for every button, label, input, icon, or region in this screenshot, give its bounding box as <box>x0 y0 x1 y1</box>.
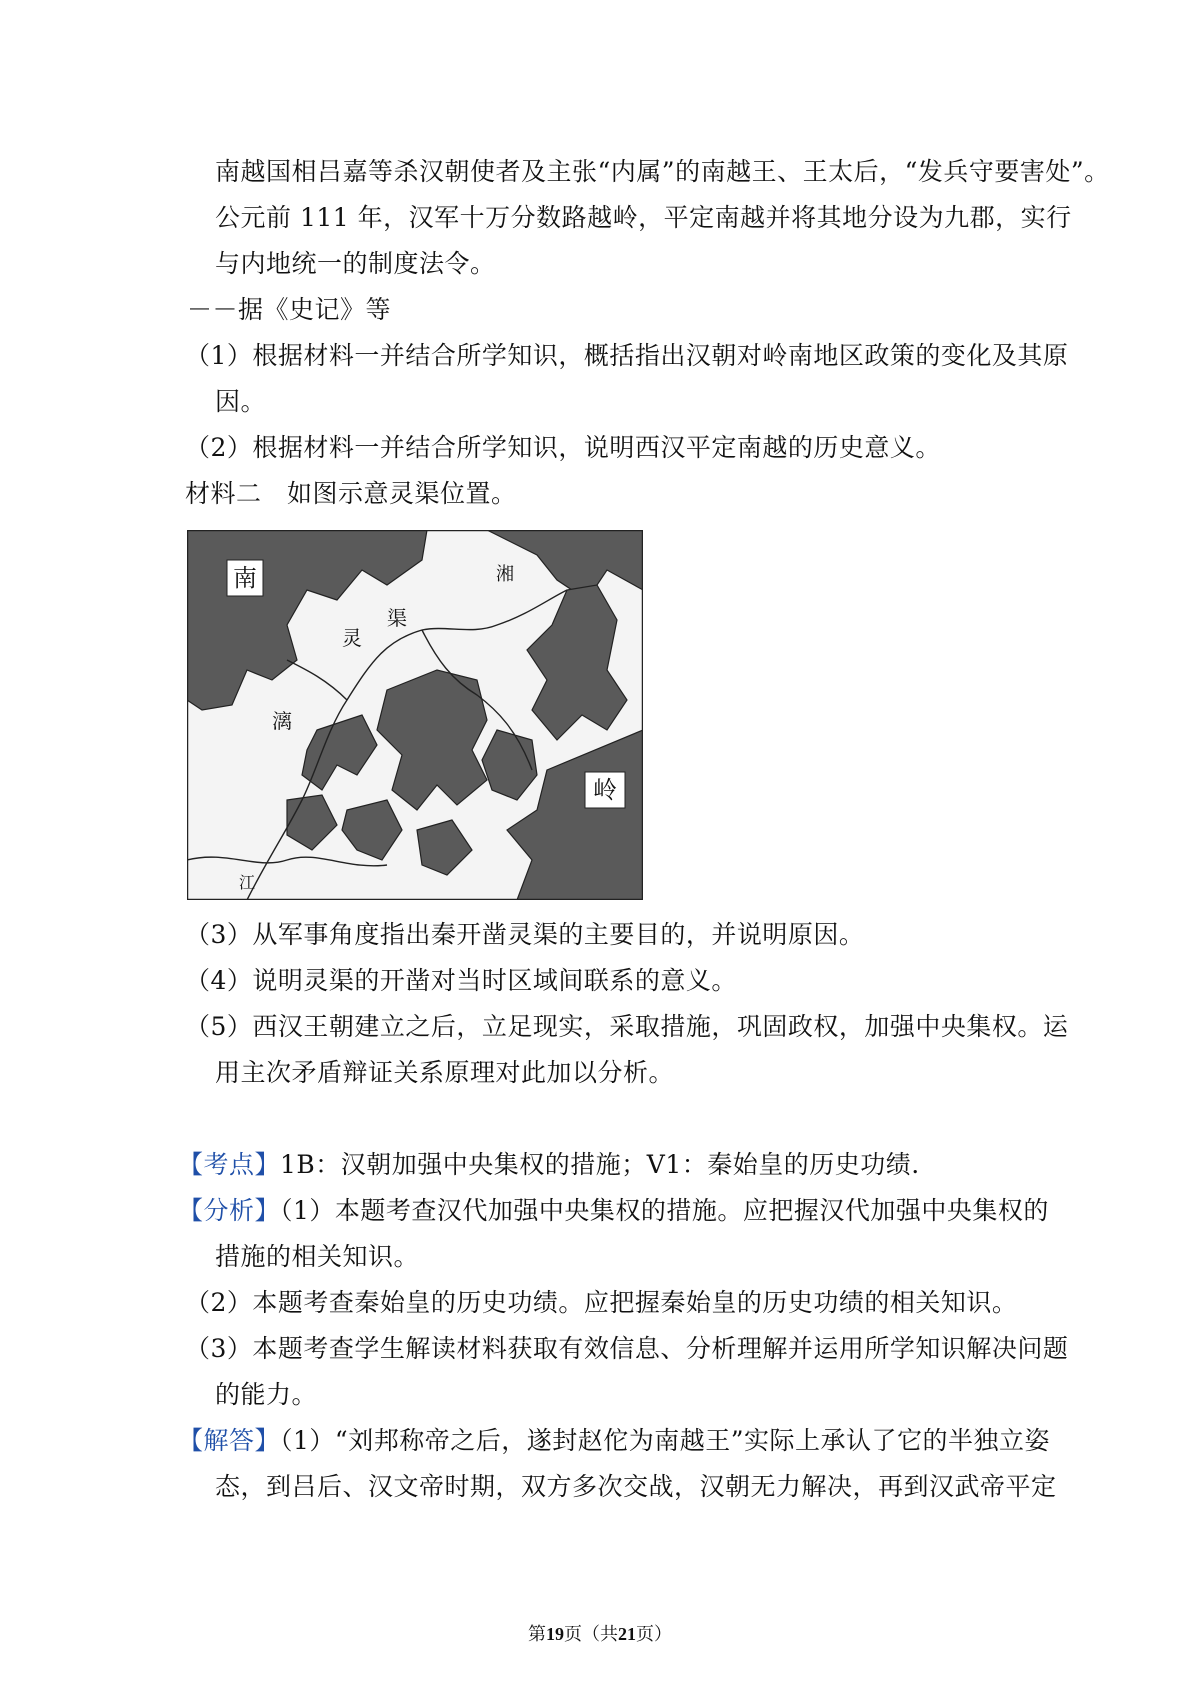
map-label-ling-qu-2: 渠 <box>387 606 407 630</box>
map-label-xiang: 湘 <box>496 564 514 585</box>
kaodian-tag: 【考点】 <box>178 1150 281 1179</box>
material1-source: －－据《史记》等 <box>187 295 392 324</box>
fenxi-line1: （1）本题考查汉代加强中央集权的措施。应把握汉代加强中央集权的 <box>280 1196 1049 1225</box>
fenxi-3-line1: （3）本题考查学生解读材料获取有效信息、分析理解并运用所学知识解决问题 <box>185 1334 1069 1363</box>
fenxi-2: （2）本题考查秦始皇的历史功绩。应把握秦始皇的历史功绩的相关知识。 <box>185 1288 1018 1317</box>
fenxi-3-line2: 的能力。 <box>215 1380 318 1409</box>
map-label-ling: 岭 <box>593 776 617 804</box>
map-label-nan: 南 <box>233 564 257 592</box>
map-label-jiang: 江 <box>238 873 256 892</box>
map-label-ling-qu-1: 灵 <box>342 626 362 650</box>
map-label-li: 漓 <box>272 709 292 733</box>
question-5-line1: （5）西汉王朝建立之后，立足现实，采取措施，巩固政权，加强中央集权。运 <box>185 1012 1069 1041</box>
footer-suffix: 页） <box>636 1624 672 1645</box>
material1-line3: 与内地统一的制度法令。 <box>215 249 496 278</box>
question-5-line2: 用主次矛盾辩证关系原理对此加以分析。 <box>215 1058 675 1087</box>
material1-line1: 南越国相吕嘉等杀汉朝使者及主张“内属”的南越王、王太后，“发兵守要害处”。 <box>215 157 1110 186</box>
question-2: （2）根据材料一并结合所学知识，说明西汉平定南越的历史意义。 <box>185 433 941 462</box>
jieda-tag: 【解答】 <box>178 1426 281 1455</box>
page-footer <box>0 1623 1200 1646</box>
footer-middle: 页（共 <box>564 1624 618 1645</box>
kaodian-row <box>178 1150 920 1180</box>
question-3: （3）从军事角度指出秦开凿灵渠的主要目的，并说明原因。 <box>185 920 865 949</box>
fenxi-row <box>178 1196 1049 1226</box>
question-1-line1: （1）根据材料一并结合所学知识，概括指出汉朝对岭南地区政策的变化及其原 <box>185 341 1069 370</box>
ling-qu-map <box>187 530 643 900</box>
question-1-line2: 因。 <box>215 387 267 416</box>
material1-line2: 公元前 111 年，汉军十万分数路越岭，平定南越并将其地分设为九郡，实行 <box>215 203 1072 232</box>
question-4: （4）说明灵渠的开凿对当时区域间联系的意义。 <box>185 966 737 995</box>
fenxi-line2: 措施的相关知识。 <box>215 1242 420 1271</box>
jieda-line1: （1）“刘邦称帝之后，遂封赵佗为南越王”实际上承认了它的半独立姿 <box>280 1426 1050 1455</box>
footer-prefix: 第 <box>528 1624 546 1645</box>
footer-page-number: 19 <box>546 1624 564 1644</box>
kaodian-text: 1B：汉朝加强中央集权的措施；V1：秦始皇的历史功绩. <box>280 1150 920 1179</box>
jieda-line2: 态，到吕后、汉文帝时期，双方多次交战，汉朝无力解决，再到汉武帝平定 <box>215 1472 1057 1501</box>
material2-caption: 材料二 如图示意灵渠位置。 <box>185 479 517 508</box>
jieda-row <box>178 1426 1050 1456</box>
footer-total-pages: 21 <box>618 1624 636 1644</box>
fenxi-tag: 【分析】 <box>178 1196 281 1225</box>
